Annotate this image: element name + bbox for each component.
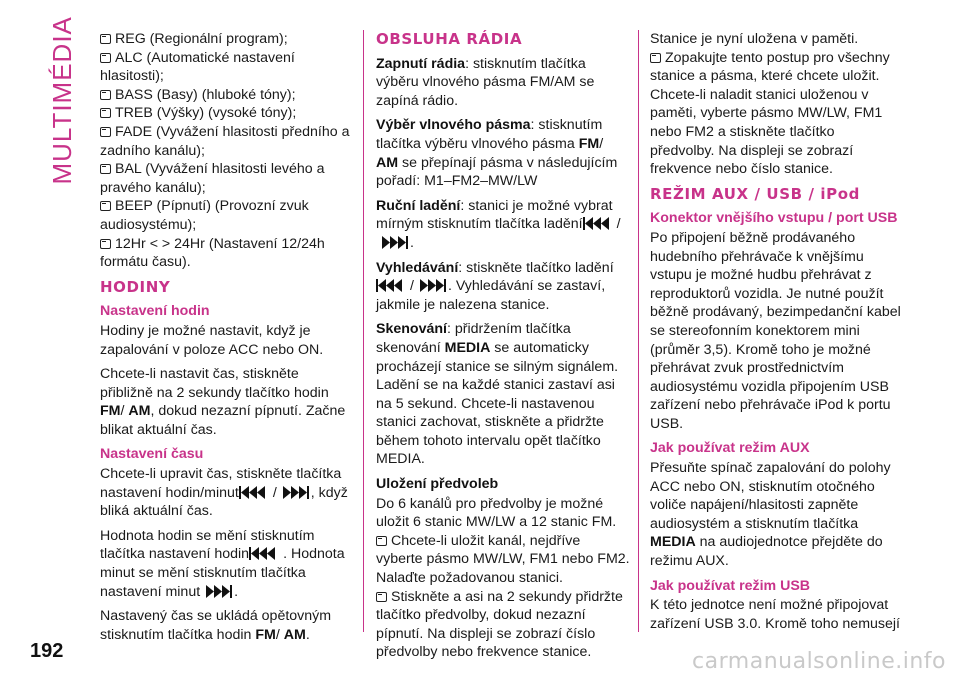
skip-forward-icon: [376, 235, 410, 250]
subheading-ulozeni-predvoleb: Uložení předvoleb: [376, 476, 499, 493]
paragraph: Hodnota hodin se mění stisknutím tlačítka nastavení hodin . Hodnota minut se mění stisknutím tlačítka nastavení minut .: [100, 527, 345, 600]
subheading-usb: Jak používat režim USB: [650, 577, 811, 594]
list-item: FADE (Vyvážení hlasitosti předního a zadního kanálu);: [100, 123, 350, 159]
column-1: [100, 30, 352, 650]
list-item: 12Hr < > 24Hr (Nastavení 12/24h formátu času).: [100, 235, 325, 271]
paragraph: Přesuňte spínač zapalování do polohy ACC nebo ON, stisknutím otočného voliče napájení/hlasitosti zapněte audiosystém a stisknutím tlačítka MEDIA na audiojednotce přejděte do režimu AUX.: [650, 460, 891, 570]
skip-back-icon: [583, 216, 617, 231]
checkbox-bullet-icon: [100, 239, 111, 249]
paragraph: Chcete-li naladit stanici uloženou v paměti, vyberte pásmo MW/LW, FM1 nebo FM2 a stiskněte tlačítko předvolby. Na displeji se zobrazí frekvence nebo číslo stanice.: [650, 86, 883, 178]
checkbox-bullet-icon: [100, 201, 111, 211]
paragraph: K této jednotce není možné připojovat zařízení USB 3.0. Kromě toho nemusejí: [650, 597, 900, 632]
paragraph: Vyhledávání: stiskněte tlačítko ladění / . Vyhledávání se zastaví, jakmile je nalezena stanice.: [376, 259, 614, 313]
paragraph: Do 6 kanálů pro předvolby je možné uložit 6 stanic MW/LW a 12 stanic FM.: [376, 495, 617, 531]
section-heading-obsluha-radia: OBSLUHA RÁDIA: [376, 30, 523, 48]
section-heading-rezim-aux: REŽIM AUX / USB / iPod: [650, 184, 860, 203]
list-item: Stiskněte a asi na 2 sekundy přidržte tlačítko předvolby, dokud nezazní pípnutí. Na displeji se zobrazí číslo předvolby nebo frekvence stanice.: [376, 588, 623, 661]
column-divider: [638, 30, 639, 632]
list-item: BASS (Basy) (hluboké tóny);: [100, 86, 352, 105]
list-item: Zopakujte tento postup pro všechny stanice a pásma, které chcete uložit.: [650, 49, 890, 85]
subheading-nastaveni-hodin: Nastavení hodin: [100, 303, 210, 320]
list-item: TREB (Výšky) (vysoké tóny);: [100, 104, 352, 123]
skip-forward-icon: [200, 584, 234, 599]
checkbox-bullet-icon: [100, 34, 111, 44]
subheading-konektor: Konektor vnějšího vstupu / port USB: [650, 210, 898, 227]
list-item: Chcete-li uložit kanál, nejdříve vyberte pásmo MW/LW, FM1 nebo FM2. Nalaďte požadovanou stanici.: [376, 532, 630, 587]
list-item: BEEP (Pípnutí) (Provozní zvuk audiosystému);: [100, 198, 309, 233]
column-divider: [363, 30, 364, 632]
skip-forward-icon: [277, 485, 311, 500]
subheading-nastaveni-casu: Nastavení času: [100, 446, 204, 463]
paragraph: Zapnutí rádia: stisknutím tlačítka výběru vlnového pásma FM/AM se zapíná rádio.: [376, 55, 595, 109]
skip-back-icon: [249, 546, 283, 561]
checkbox-bullet-icon: [100, 53, 111, 63]
paragraph: Skenování: přidržením tlačítka skenování MEDIA se automaticky procházejí stanice se silným signálem. Ladění se na každé stanici zastaví asi na 5 sekund. Chcete-li nastavenou stanici zachovat, stiskněte a přidržte během tohoto intervalu opět tlačítko MEDIA.: [376, 321, 619, 468]
paragraph: Nastavený čas se ukládá opětovným stisknutím tlačítka hodin FM/ AM.: [100, 608, 332, 643]
column-3: [650, 30, 902, 639]
side-section-title: MULTIMÉDIA: [46, 15, 77, 185]
watermark: carmanualsonline.info: [692, 649, 946, 675]
paragraph: Chcete-li upravit čas, stiskněte tlačítka nastavení hodin/minut / , když bliká aktuální čas.: [100, 466, 348, 520]
checkbox-bullet-icon: [100, 164, 111, 174]
paragraph: Po připojení běžně prodávaného hudebního přehrávače k vnějšímu vstupu je možné hudbu přehrávat z reproduktorů vozidla. Je nutné použít běžně prodávaný, bezimpedanční kabel se stereofonním konektorem mini (průměr 3,5). Kromě toho je možné přehrávat zvuk prostřednictvím audiosystému vozidla připojením USB zařízení nebo přehrávače iPod k portu USB.: [650, 229, 901, 432]
checkbox-bullet-icon: [650, 53, 661, 63]
paragraph: Stanice je nyní uložena v paměti.: [650, 31, 859, 47]
skip-forward-icon: [414, 278, 448, 293]
paragraph: Chcete-li nastavit čas, stiskněte přibližně na 2 sekundy tlačítko hodin FM/ AM, dokud nezazní pípnutí. Začne blikat aktuální čas.: [100, 366, 346, 438]
list-item: BAL (Vyvážení hlasitosti levého a pravého kanálu);: [100, 161, 325, 196]
section-heading-hodiny: HODINY: [100, 277, 171, 296]
paragraph: Výběr vlnového pásma: stisknutím tlačítka výběru vlnového pásma FM/ AM se přepínají pásma v následujícím pořadí: M1–FM2–MW/LW: [376, 117, 618, 190]
skip-back-icon: [239, 485, 273, 500]
page-number: 192: [30, 640, 64, 662]
column-2: [376, 30, 630, 662]
checkbox-bullet-icon: [100, 127, 111, 137]
paragraph: Ruční ladění: stanici je možné vybrat mírným stisknutím tlačítka ladění / .: [376, 197, 621, 251]
checkbox-bullet-icon: [100, 90, 111, 100]
checkbox-bullet-icon: [100, 108, 111, 118]
settings-bullet-list: [100, 30, 352, 272]
checkbox-bullet-icon: [376, 536, 387, 546]
list-item: REG (Regionální program);: [100, 30, 352, 49]
paragraph: Hodiny je možné nastavit, když je zapalování v poloze ACC nebo ON.: [100, 322, 324, 358]
skip-back-icon: [376, 278, 410, 293]
list-item: ALC (Automatické nastavení hlasitosti);: [100, 49, 295, 85]
checkbox-bullet-icon: [376, 592, 387, 602]
subheading-aux: Jak používat režim AUX: [650, 440, 810, 457]
